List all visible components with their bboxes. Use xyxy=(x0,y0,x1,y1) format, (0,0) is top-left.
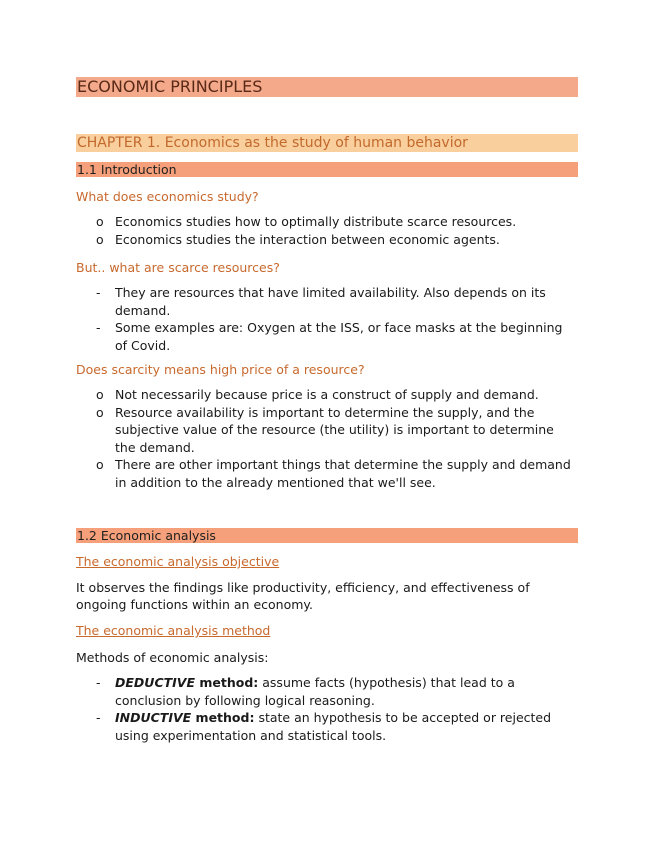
list-item: o Resource availability is important to determine the supply, and the subjective value of the resource (the utility) is important to determine the demand. xyxy=(96,404,554,455)
bullet-list xyxy=(76,213,578,248)
question-heading: But.. what are scarce resources? xyxy=(76,260,280,275)
dash-bullet-icon: - xyxy=(96,285,101,300)
bullet-list xyxy=(76,386,578,491)
section-heading-economic-analysis: 1.2 Economic analysis xyxy=(76,528,578,543)
chapter-heading: CHAPTER 1. Economics as the study of human behavior xyxy=(76,134,578,152)
question-heading: What does economics study? xyxy=(76,189,259,204)
dash-bullet-icon: - xyxy=(96,320,101,335)
circle-bullet-icon: o xyxy=(96,387,104,402)
section-heading-introduction: 1.1 Introduction xyxy=(76,162,578,177)
method-term: DEDUCTIVE xyxy=(115,675,196,690)
list-item: o There are other important things that determine the supply and demand in addition to the already mentioned that we'll see. xyxy=(96,457,571,490)
methods-list xyxy=(76,674,578,744)
question-heading: Does scarcity means high price of a resource? xyxy=(76,362,365,377)
dash-list xyxy=(76,284,578,354)
dash-bullet-icon: - xyxy=(96,710,101,725)
document-title: ECONOMIC PRINCIPLES xyxy=(76,77,578,97)
circle-bullet-icon: o xyxy=(96,214,104,229)
subheading-objective: The economic analysis objective xyxy=(76,554,280,569)
list-item: o Economics studies how to optimally distribute scarce resources. xyxy=(96,214,517,229)
list-item: - Some examples are: Oxygen at the ISS, or face masks at the beginning of Covid. xyxy=(96,320,563,353)
dash-bullet-icon: - xyxy=(96,675,101,690)
objective-paragraph: It observes the findings like productivity, efficiency, and effectiveness of ongoing functions within an economy. xyxy=(76,580,530,612)
methods-intro: Methods of economic analysis: xyxy=(76,650,269,665)
list-item: - INDUCTIVE method: state an hypothesis to be accepted or rejected using experimentation and statistical tools. xyxy=(96,710,552,743)
circle-bullet-icon: o xyxy=(96,231,104,247)
subheading-method: The economic analysis method xyxy=(76,623,271,638)
circle-bullet-icon: o xyxy=(96,404,104,420)
list-item: - DEDUCTIVE method: assume facts (hypothesis) that lead to a conclusion by following logical reasoning. xyxy=(96,675,515,708)
method-term: INDUCTIVE xyxy=(115,710,192,725)
list-item: o Not necessarily because price is a construct of supply and demand. xyxy=(96,387,539,402)
list-item: o Economics studies the interaction between economic agents. xyxy=(96,231,500,247)
list-item: - They are resources that have limited availability. Also depends on its demand. xyxy=(96,285,546,318)
circle-bullet-icon: o xyxy=(96,457,104,472)
